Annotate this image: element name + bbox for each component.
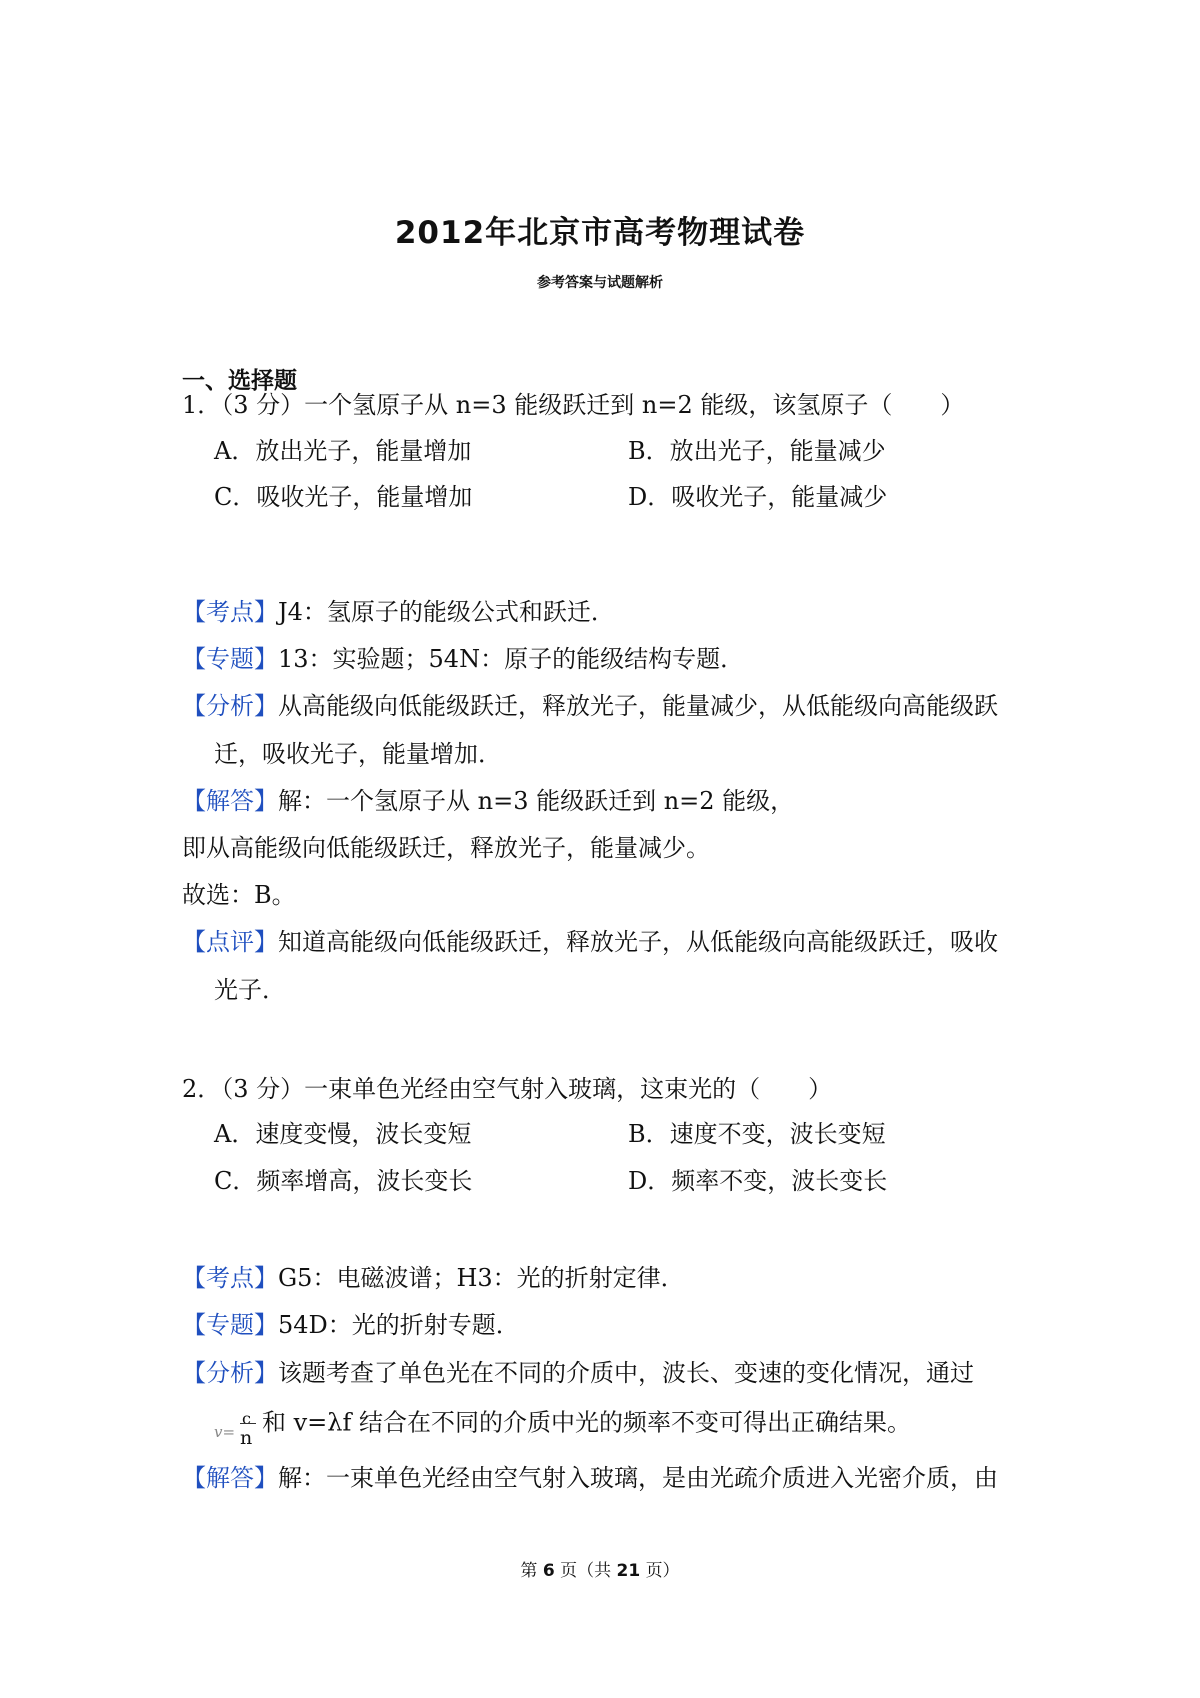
zhuanti-tag: 【专题】 bbox=[182, 1311, 278, 1339]
fenxi-tag: 【分析】 bbox=[182, 692, 278, 720]
q2-jieda bbox=[182, 1461, 998, 1495]
footer-prefix: 第 bbox=[520, 1561, 538, 1581]
kaodian-text: G5：电磁波谱；H3：光的折射定律． bbox=[278, 1264, 685, 1292]
q2-option-b: B．速度不变，波长变短 bbox=[628, 1120, 886, 1148]
q2-fenxi-cont bbox=[214, 1404, 912, 1449]
dianping-tag: 【点评】 bbox=[182, 928, 278, 956]
q1-jieda bbox=[182, 784, 794, 818]
q1-fenxi-cont: 迁，吸收光子，能量增加． bbox=[214, 740, 502, 768]
footer-suffix: 页） bbox=[645, 1561, 680, 1581]
q1-dianping-cont: 光子． bbox=[214, 976, 286, 1004]
q2-option-c: C．频率增高，波长变长 bbox=[214, 1167, 473, 1195]
q1-jieda-line2: 即从高能级向低能级跃迁，释放光子，能量减少。 bbox=[182, 834, 710, 862]
q2-zhuanti bbox=[182, 1308, 520, 1342]
q1-option-c: C．吸收光子，能量增加 bbox=[214, 483, 473, 511]
fenxi-tag: 【分析】 bbox=[182, 1359, 278, 1387]
zhuanti-text: 54D：光的折射专题． bbox=[278, 1311, 520, 1339]
q2-kaodian bbox=[182, 1261, 685, 1295]
q1-option-a: A．放出光子，能量增加 bbox=[214, 437, 472, 465]
page-footer bbox=[0, 1556, 1200, 1581]
q2-stem: 2．（3 分）一束单色光经由空气射入玻璃，这束光的（ ） bbox=[182, 1075, 833, 1103]
fenxi-text: 从高能级向低能级跃迁，释放光子，能量减少，从低能级向高能级跃 bbox=[278, 692, 998, 720]
page-title: 2012年北京市高考物理试卷 bbox=[394, 215, 806, 251]
footer-mid: 页（共 bbox=[560, 1561, 612, 1581]
q1-answer: 故选：B。 bbox=[182, 881, 296, 909]
jieda-tag: 【解答】 bbox=[182, 787, 278, 815]
q1-zhuanti bbox=[182, 642, 744, 676]
fenxi-text: 该题考查了单色光在不同的介质中，波长、变速的变化情况，通过 bbox=[278, 1359, 974, 1387]
zhuanti-text: 13：实验题；54N：原子的能级结构专题． bbox=[278, 645, 745, 673]
page-subtitle: 参考答案与试题解析 bbox=[537, 275, 663, 291]
dianping-text: 知道高能级向低能级跃迁，释放光子，从低能级向高能级跃迁，吸收 bbox=[278, 928, 998, 956]
zhuanti-tag: 【专题】 bbox=[182, 645, 278, 673]
formula-denominator: n bbox=[240, 1427, 253, 1449]
footer-total-pages: 21 bbox=[616, 1561, 641, 1581]
kaodian-text: J4：氢原子的能级公式和跃迁． bbox=[278, 598, 615, 626]
footer-page-number: 6 bbox=[542, 1561, 555, 1581]
q1-dianping bbox=[182, 925, 998, 959]
fenxi-text-cont: 和 v=λf 结合在不同的介质中光的频率不变可得出正确结果。 bbox=[262, 1408, 912, 1437]
jieda-text: 解：一束单色光经由空气射入玻璃，是由光疏介质进入光密介质，由 bbox=[278, 1464, 998, 1492]
jieda-tag: 【解答】 bbox=[182, 1464, 278, 1492]
q1-kaodian bbox=[182, 595, 615, 629]
section-heading: 一、选择题 bbox=[182, 368, 297, 394]
q2-fenxi bbox=[182, 1356, 974, 1390]
q1-fenxi bbox=[182, 689, 998, 723]
formula-numerator: c bbox=[242, 1409, 251, 1428]
q1-option-d: D．吸收光子，能量减少 bbox=[628, 483, 888, 511]
q1-option-b: B．放出光子，能量减少 bbox=[628, 437, 886, 465]
q2-option-a: A．速度变慢，波长变短 bbox=[214, 1120, 472, 1148]
kaodian-tag: 【考点】 bbox=[182, 1264, 278, 1292]
jieda-text: 解：一个氢原子从 n=3 能级跃迁到 n=2 能级， bbox=[278, 787, 795, 815]
kaodian-tag: 【考点】 bbox=[182, 598, 278, 626]
velocity-formula bbox=[214, 1404, 260, 1449]
formula-v: v= bbox=[214, 1423, 236, 1441]
q1-stem: 1．（3 分）一个氢原子从 n=3 能级跃迁到 n=2 能级，该氢原子（ ） bbox=[182, 391, 965, 419]
q2-option-d: D．频率不变，波长变长 bbox=[628, 1167, 888, 1195]
